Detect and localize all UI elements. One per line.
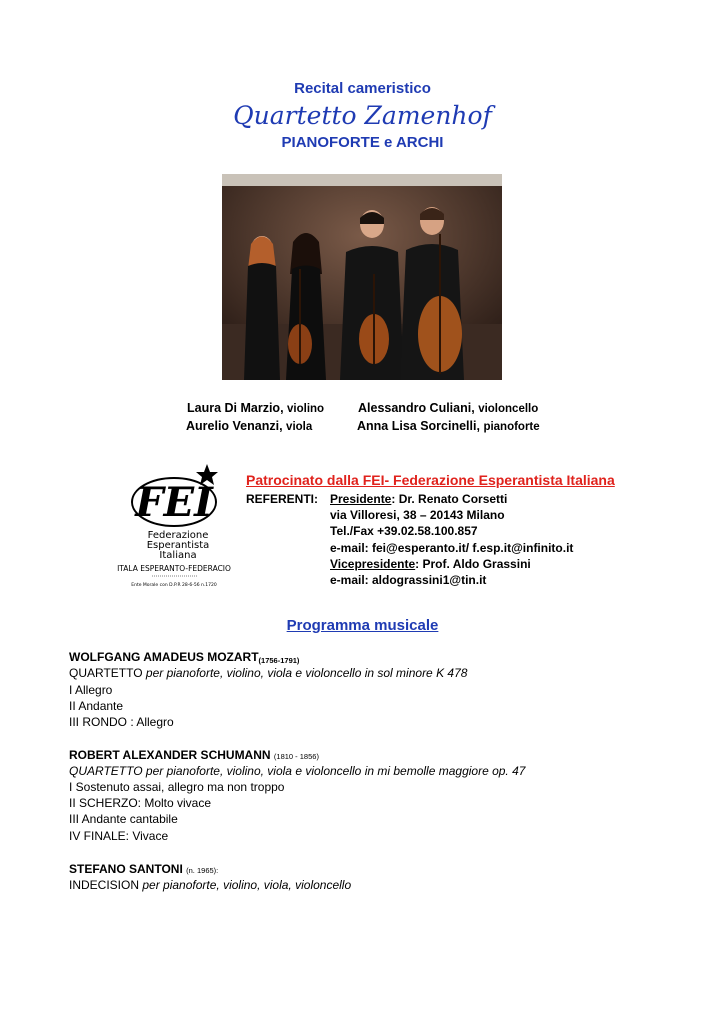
work-desc: per pianoforte, violino, viola, violoncello xyxy=(139,878,352,892)
member-name: Aurelio Venanzi, xyxy=(186,419,283,433)
piece-2-composer xyxy=(69,748,319,762)
vice-name: : Prof. Aldo Grassini xyxy=(415,557,531,571)
recital-heading: Recital cameristico xyxy=(294,80,431,97)
member-role: pianoforte xyxy=(483,421,540,433)
member-1 xyxy=(187,401,324,415)
address: via Villoresi, 38 – 20143 Milano xyxy=(330,508,505,522)
quartet-photo xyxy=(222,174,502,380)
fei-line1: Federazione xyxy=(147,530,209,541)
piece-1-movement-2: II Andante xyxy=(69,699,124,713)
vice-label: Vicepresidente xyxy=(330,557,416,571)
referenti-label: REFERENTI: xyxy=(246,492,318,506)
piece-2-movement-4: IV FINALE: Vivace xyxy=(69,829,169,843)
patronage-title: Patrocinato dalla FEI- Federazione Esperantista Italiana xyxy=(246,472,615,488)
fei-line4: ITALA ESPERANTO-FEDERACIO xyxy=(117,564,231,573)
member-name: Anna Lisa Sorcinelli, xyxy=(357,419,480,433)
work-title: INDECISION xyxy=(69,878,140,892)
piece-1-movement-1: I Allegro xyxy=(69,683,113,697)
fei-line2: Esperantista xyxy=(146,540,210,551)
telfax: Tel./Fax +39.02.58.100.857 xyxy=(330,524,478,538)
member-name: Laura Di Marzio, xyxy=(187,401,284,415)
member-4 xyxy=(357,419,540,433)
member-3 xyxy=(186,419,312,433)
composer-name: STEFANO SANTONI xyxy=(69,862,183,876)
fei-logo xyxy=(112,462,242,597)
piece-1-work xyxy=(69,666,467,680)
email-1[interactable]: e-mail: fei@esperanto.it/ f.esp.it@infinito.it xyxy=(330,541,574,555)
member-role: violoncello xyxy=(478,403,539,415)
composer-name: ROBERT ALEXANDER SCHUMANN xyxy=(69,748,271,762)
composer-dates: (1756-1791) xyxy=(258,656,300,665)
presidente-line xyxy=(330,492,507,506)
composer-name: WOLFGANG AMADEUS MOZART xyxy=(69,650,259,664)
member-role: viola xyxy=(286,421,313,433)
vice-line xyxy=(330,557,531,571)
piece-3-composer xyxy=(69,862,218,876)
composer-dates: (n. 1965): xyxy=(186,866,219,875)
instruments-subtitle: PIANOFORTE e ARCHI xyxy=(281,134,444,151)
piece-2-movement-1: I Sostenuto assai, allegro ma non troppo xyxy=(69,780,285,794)
fei-line3: Italiana xyxy=(159,550,197,561)
quartet-photo-illustration xyxy=(222,174,502,380)
presidente-name: : Dr. Renato Corsetti xyxy=(391,492,508,506)
program-title: Programma musicale xyxy=(286,617,439,634)
fei-letters: FEI xyxy=(135,479,213,526)
ensemble-title: Quartetto Zamenhof xyxy=(233,101,492,130)
member-role: violino xyxy=(287,403,325,415)
work-desc: per pianoforte, violino, viola e violoncello in sol minore K 478 xyxy=(142,666,468,680)
piece-3-work xyxy=(69,878,351,892)
composer-dates: (1810 - 1856) xyxy=(273,752,319,761)
piece-1-composer xyxy=(69,650,299,665)
member-name: Alessandro Culiani, xyxy=(358,401,475,415)
piece-2-movement-3: III Andante cantabile xyxy=(69,812,178,826)
piece-2-movement-2: II SCHERZO: Molto vivace xyxy=(69,796,212,810)
piece-2-work: QUARTETTO per pianoforte, violino, viola e violoncello in mi bemolle maggiore op. 47 xyxy=(69,764,526,778)
member-2 xyxy=(358,401,538,415)
fei-line5: Ente Morale con D.P.R 28-6-56 n.1720 xyxy=(131,583,217,588)
presidente-label: Presidente xyxy=(330,492,392,506)
email-2[interactable]: e-mail: aldograssini1@tin.it xyxy=(330,573,487,587)
work-title: QUARTETTO xyxy=(69,666,143,680)
piece-1-movement-3: III RONDO : Allegro xyxy=(69,715,174,729)
